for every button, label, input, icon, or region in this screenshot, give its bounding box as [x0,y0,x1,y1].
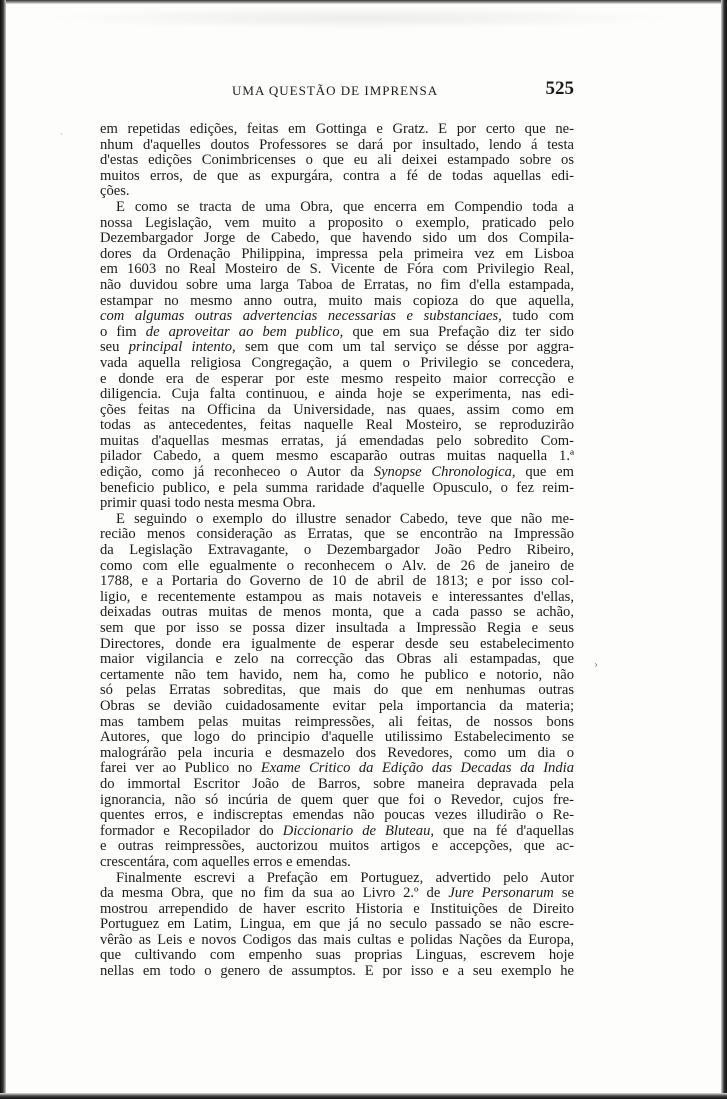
italic-text: com algumas outras advertencias necessarias e substanciaes, [100,308,502,325]
text-line [100,824,574,840]
text-line: da Legislação Extravagante, o Dezembargador João Pedro Ribeiro, [100,542,574,559]
text-segment: edição, como já reconheceo o Autor da [100,464,374,481]
text-line [100,886,574,902]
text-line [100,309,574,325]
text-segment: formador e Recopilador do [100,822,283,839]
text-line: e donde era de esperar por este mesmo respeito maior correcção e [100,370,574,387]
text-line: E como se tracta de uma Obra, que encerra em Compendio toda a [116,198,574,215]
text-line: ignorancia, não só incúria de quem quer que foi o Revedor, cujos fre- [100,791,574,808]
page-number: 525 [545,78,574,99]
text-line: mas tambem pelas muitas reimpressões, ali feitas, de nossos bons [100,713,574,730]
text-line: E seguindo o exemplo do illustre senador Cabedo, teve que não me- [116,510,574,527]
text-line: sem que por isso se possa dizer insultada a Impressão Regia e seus [100,620,574,636]
text-line: maior vigilancia e zelo na correcção das Obras ali estampadas, que [100,651,574,668]
text-line: certamente não tem havido, nem ha, como he publico e notorio, não [100,666,574,683]
text-segment: seu [100,339,129,356]
scan-edge-top [0,0,727,4]
margin-mark: · [60,130,63,139]
text-line: que cultivando com empenho suas proprias Linguas, escrevem hoje [100,947,574,964]
text-segment: se [553,885,574,902]
scan-edge-bottom [0,1093,727,1099]
italic-text: de aproveitar ao bem publico, [145,323,344,340]
scan-speckle [40,6,680,30]
text-line: como com elle egualmente o reconhecem o Alv. de 26 de janeiro de [100,557,574,574]
text-line: Directores, donde era igualmente de esperar desde seu estabelecimento [100,635,574,652]
running-head-title: UMA QUESTÃO DE IMPRENSA [232,83,439,98]
text-line: crescentára, com aquelles erros e emendas. [100,853,351,870]
text-line: em 1603 no Real Mosteiro de S. Vicente de Fóra com Privilegio Real, [100,261,574,278]
scan-edge-left [0,0,6,1099]
text-line: em repetidas edições, feitas em Gottinga e Gratz. E por certo que ne- [100,121,574,137]
text-line: e outras reimpressões, auctorizou muitos artigos e accepções, que ac- [100,838,574,855]
text-line: ções feitas na Officina da Universidade, nas quaes, assim como em [100,401,574,418]
italic-text: Jure Personarum [448,885,554,902]
text-line: Obras se devião cuidadosamente evitar pela importancia da materia; [100,697,574,714]
text-segment: farei ver ao Publico no [100,760,261,777]
text-line: todas as antecedentes, feitas naquelle Real Mosteiro, se reproduzirão [100,417,574,434]
text-line: diligencia. Cuja falta continuou, e ainda hoje se experimenta, nas edi- [100,386,574,403]
text-line: do immortal Escritor João de Barros, sobre maneira depravada pela [100,775,574,792]
italic-text: Exame Critico da Edição das Decadas da India [260,760,574,777]
text-line: mostrou arrependido de haver escrito Historia e Instituições de Direito [100,900,574,917]
text-line: 1788, e a Portaria do Governo de 10 de abril de 1813; e por isso col- [100,573,574,590]
scan-edge-right [721,0,727,1099]
italic-text: Diccionario de Bluteau, [282,822,435,839]
text-line: dores da Ordenação Philippina, impressa pela primeira vez em Lisboa [100,245,574,262]
text-line: ções. [100,183,130,200]
text-line: muitos erros, de que as expurgára, contra a fé de todas aquellas edi- [100,167,574,184]
text-segment: da mesma Obra, que no fim da sua ao Livro 2.º de [100,885,449,902]
text-line: nossa Legislação, vem muito a proposito o exemplo, praticado pelo [100,214,574,231]
text-line: d'estas edições Conimbricenses o que eu ali deixei estampado sobre os [100,152,574,169]
text-line: Portuguez em Latim, Lingua, em que já no seculo passado se não escre- [100,916,574,933]
text-segment: tudo com [501,308,575,325]
text-line [100,761,574,777]
text-line: quentes erros, e indiscreptas emendas não poucas vezes illudirão o Re- [100,807,574,824]
text-line: nhum d'aquelles doutos Professores se dará por insultado, lendo á testa [100,136,574,153]
text-line: muitas d'aquellas mesmas erratas, já emendadas pelo sobredito Com- [100,432,574,449]
text-segment: que na fé d'aquellas [434,822,574,839]
text-line [100,340,574,356]
text-line: estampar no mesmo anno outra, muito mais copioza do que aquella, [100,292,574,309]
italic-text: principal intento, [128,339,236,356]
body-text [100,122,574,980]
text-line: Autores, que logo do principio d'aquelle utilissimo Estabelecimento se [100,729,574,746]
text-line [100,325,574,341]
text-line: nellas em todo o genero de assumptos. E por isso e a seu exemplo he [100,963,574,980]
text-line: só pelas Erratas sobreditas, que mais do que em nenhumas outras [100,682,574,699]
italic-text: Synopse Chronologica, [373,464,516,481]
text-line: beneficio publico, e pela summa raridade d'aquelle Opusculo, o fez reim- [100,479,574,496]
text-line: vada aquella religiosa Congregação, a quem o Privilegio se concedera, [100,354,574,371]
text-segment: sem que com um tal serviço se désse por aggra- [235,339,574,356]
text-segment: o fim [100,323,146,340]
text-line: pilador Cabedo, a quem mesmo escaparão outras muitas naquella 1.ª [100,448,574,465]
text-segment: que em sua Prefação diz ter sido [343,323,574,340]
text-line: deixadas outras muitas de menos monta, que a cada passo se achão, [100,604,574,621]
margin-mark: › [594,660,598,671]
running-head [98,80,574,102]
text-line: primir quasi todo nesta mesma Obra. [100,495,316,512]
text-line: Dezembargador Jorge de Cabedo, que havendo sido um dos Compila- [100,230,574,247]
text-line [100,465,574,481]
text-line: ligio, e recentemente estampou as mais notaveis e interessantes d'ellas, [100,588,574,605]
text-line: recião menos consideração as Erratas, que se encontrão na Impressão [100,526,574,543]
text-line: não duvidou sobre uma larga Taboa de Erratas, no fim d'ella estampada, [100,276,574,293]
text-segment: que em [515,464,574,481]
text-line: vêrão as Leis e novos Codigos das mais cultas e polidas Nações da Europa, [100,931,574,948]
text-line: Finalmente escrevi a Prefação em Portuguez, advertido pelo Autor [116,869,574,886]
text-line: malográrão pela incuria e desmazelo dos Revedores, como um dia o [100,744,574,761]
